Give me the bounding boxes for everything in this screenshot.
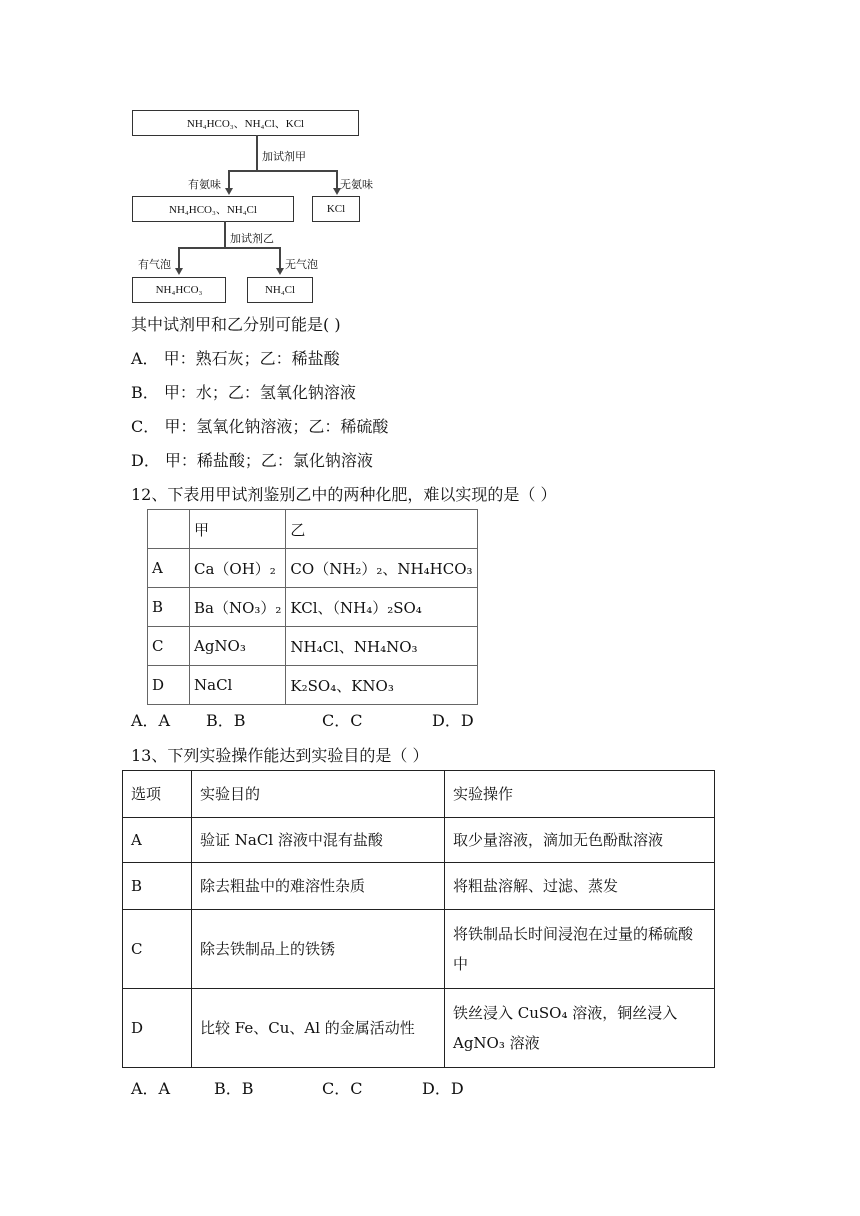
table-row: C 除去铁制品上的铁锈 将铁制品长时间浸泡在过量的稀硫酸中 (123, 910, 715, 989)
q13-table (122, 770, 715, 1068)
flow-label-reagent1: 加试剂甲 (262, 150, 306, 163)
q13-stem: 13、下列实验操作能达到实验目的是（ ） (131, 746, 429, 765)
flow-box-mid-right: KCl (312, 196, 360, 222)
flow-box-mid-left: NH₄HCO₃、NH₄Cl (132, 196, 294, 222)
q12-header-jia: 甲 (190, 510, 286, 549)
q11-option-a: A． 甲：熟石灰；乙：稀盐酸 (131, 349, 340, 368)
q12-answer-c: C．C (322, 711, 363, 730)
flow-box-bottom-left: NH₄HCO₃ (132, 277, 226, 303)
q11-option-d: D． 甲：稀盐酸；乙：氯化钠溶液 (131, 451, 373, 470)
q13-answer-c: C．C (322, 1079, 363, 1098)
flow-label-ammonia: 有氨味 (188, 178, 221, 191)
flow-label-no-ammonia: 无氨味 (340, 178, 373, 191)
table-row: D NaCl K₂SO₄、KNO₃ (148, 666, 478, 705)
table-row: B 除去粗盐中的难溶性杂质 将粗盐溶解、过滤、蒸发 (123, 863, 715, 910)
q12-stem: 12、下表用甲试剂鉴别乙中的两种化肥，难以实现的是（ ） (131, 485, 557, 504)
table-row: D 比较 Fe、Cu、Al 的金属活动性 铁丝浸入 CuSO₄ 溶液，铜丝浸入 AgNO₃ 溶液 (123, 989, 715, 1068)
flow-label-no-bubbles: 无气泡 (285, 258, 318, 271)
q12-answer-a: A．A (131, 711, 171, 730)
q13-answer-b: B．B (214, 1079, 254, 1098)
q13-answer-d: D．D (422, 1079, 464, 1098)
flow-label-reagent2: 加试剂乙 (230, 232, 274, 245)
q11-stem: 其中试剂甲和乙分别可能是( ) (131, 315, 341, 334)
table-row: A 验证 NaCl 溶液中混有盐酸 取少量溶液，滴加无色酚酞溶液 (123, 818, 715, 863)
q11-option-b: B． 甲：水；乙：氢氧化钠溶液 (131, 383, 356, 402)
q13-answer-a: A．A (131, 1079, 171, 1098)
table-row: A Ca（OH）₂ CO（NH₂）₂、NH₄HCO₃ (148, 549, 478, 588)
q12-answer-b: B．B (206, 711, 246, 730)
flow-box-top: NH₄HCO₃、NH₄Cl、KCl (132, 110, 359, 136)
flow-box-bottom-right: NH₄Cl (247, 277, 313, 303)
q12-table (147, 509, 478, 705)
q12-answer-d: D．D (432, 711, 474, 730)
q12-header-yi: 乙 (286, 510, 477, 549)
q11-option-c: C． 甲：氢氧化钠溶液；乙：稀硫酸 (131, 417, 389, 436)
table-row (148, 510, 478, 549)
table-row: B Ba（NO₃）₂ KCl、（NH₄）₂SO₄ (148, 588, 478, 627)
table-row: C AgNO₃ NH₄Cl、NH₄NO₃ (148, 627, 478, 666)
table-row: 选项 实验目的 实验操作 (123, 771, 715, 818)
flow-label-bubbles: 有气泡 (138, 258, 171, 271)
